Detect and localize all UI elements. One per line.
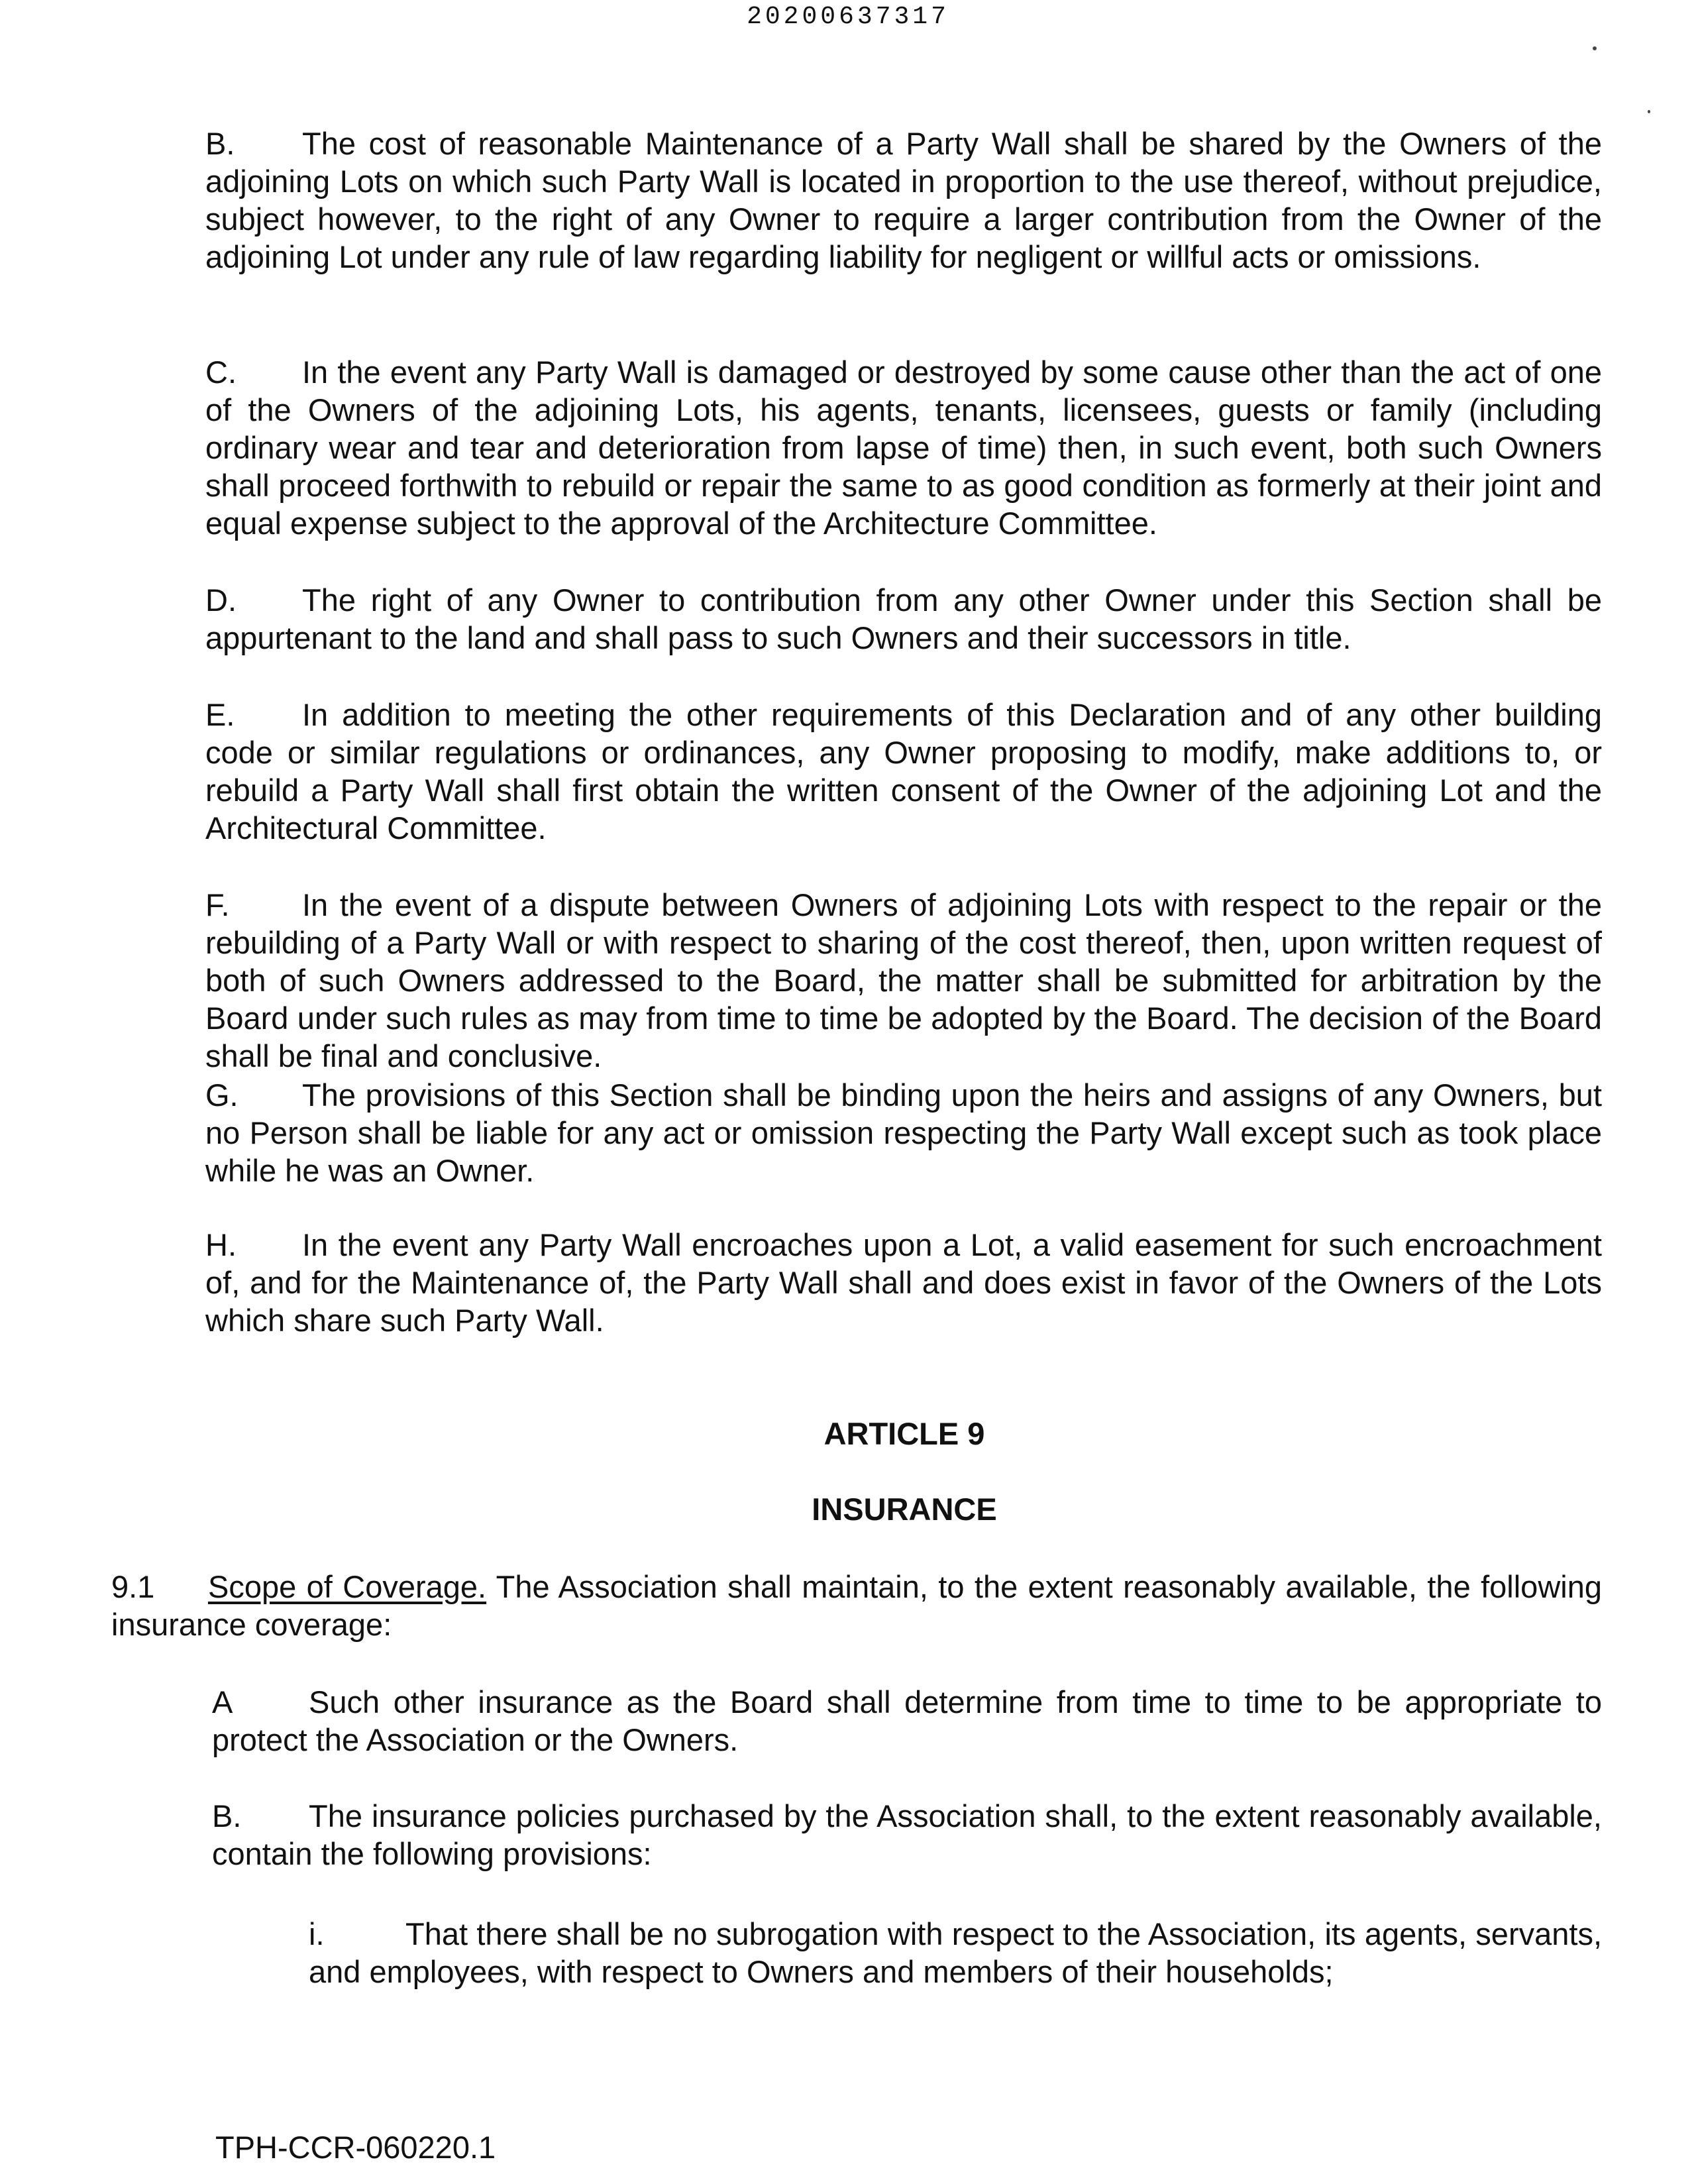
- recording-number: 20200637317: [747, 3, 949, 31]
- party-wall-item-e: [205, 696, 1602, 847]
- item-label: B.: [205, 126, 235, 161]
- item-text: The cost of reasonable Maintenance of a Party Wall shall be shared by the Owners of the adjoining Lots on which such Party Wall is located in proportion to the use thereof, without prejudice, subject however, to the right of any Owner to require a larger contribution from the Owner of the adjoining Lot under any rule of law regarding liability for negligent or willful acts or omissions.: [205, 126, 1602, 274]
- item-label: i.: [309, 1916, 325, 1951]
- party-wall-item-f: [205, 886, 1602, 1075]
- article-title: INSURANCE: [812, 1492, 997, 1527]
- item-text: In the event any Party Wall encroaches upon a Lot, a valid easement for such encroachment of, and for the Maintenance of, the Party Wall shall and does exist in favor of the Owners of the Lots which share such Party Wall.: [205, 1227, 1602, 1338]
- scan-speck: [1593, 46, 1597, 50]
- party-wall-item-c: [205, 353, 1602, 542]
- party-wall-item-g: [205, 1076, 1602, 1189]
- item-label: G.: [205, 1077, 238, 1113]
- insurance-item-a: [212, 1683, 1602, 1759]
- item-label: C.: [205, 355, 237, 390]
- item-label: E.: [205, 697, 235, 732]
- footer-doc-id: TPH-CCR-060220.1: [215, 2130, 496, 2165]
- party-wall-item-h: [205, 1226, 1602, 1339]
- insurance-subitem-i: [309, 1915, 1602, 1991]
- item-text: In the event of a dispute between Owners of adjoining Lots with respect to the repair or the rebuilding of a Party Wall or with respect to sharing of the cost thereof, then, upon written request of both of such Owners addressed to the Board, the matter shall be submitted for arbitration by the Board under such rules as may from time to time be adopted by the Board. The decision of the Board shall be final and conclusive.: [205, 887, 1602, 1073]
- item-label: F.: [205, 887, 230, 922]
- scan-speck: [1648, 110, 1650, 113]
- insurance-item-b: [212, 1797, 1602, 1873]
- article-number: ARTICLE 9: [823, 1416, 985, 1451]
- section-heading: Scope of Coverage.: [208, 1569, 487, 1604]
- item-text: The provisions of this Section shall be binding upon the heirs and assigns of any Owners, but no Person shall be liable for any act or omission respecting the Party Wall except such as took place while he was an Owner.: [205, 1077, 1602, 1188]
- item-label: H.: [205, 1227, 237, 1262]
- item-text: Such other insurance as the Board shall determine from time to time to be appropriate to protect the Association or the Owners.: [212, 1684, 1602, 1757]
- item-text: The insurance policies purchased by the Association shall, to the extent reasonably available, contain the following provisions:: [212, 1798, 1602, 1871]
- item-label: A: [212, 1684, 233, 1720]
- item-text: The right of any Owner to contribution from any other Owner under this Section shall be appurtenant to the land and shall pass to such Owners and their successors in title.: [205, 582, 1602, 655]
- section-text: The Association shall maintain, to the extent reasonably available, the following insurance coverage:: [111, 1569, 1602, 1642]
- section-9-1: [111, 1568, 1602, 1643]
- party-wall-item-d: [205, 581, 1602, 657]
- item-label: D.: [205, 582, 237, 618]
- item-text: In addition to meeting the other requirements of this Declaration and of any other building code or similar regulations or ordinances, any Owner proposing to modify, make additions to, or rebuild a Party Wall shall first obtain the written consent of the Owner of the adjoining Lot and the Architectural Committee.: [205, 697, 1602, 846]
- section-number: 9.1: [111, 1569, 155, 1604]
- item-label: B.: [212, 1798, 242, 1833]
- item-text: In the event any Party Wall is damaged or destroyed by some cause other than the act of one of the Owners of the adjoining Lots, his agents, tenants, licensees, guests or family (including ordinary wear and tear and deterioration from lapse of time) then, in such event, both such Owners shall proceed forthwith to rebuild or repair the same to as good condition as formerly at their joint and equal expense subject to the approval of the Architecture Committee.: [205, 355, 1602, 541]
- item-text: That there shall be no subrogation with respect to the Association, its agents, servants, and employees, with respect to Owners and members of their households;: [309, 1916, 1602, 1989]
- party-wall-item-b: [205, 125, 1602, 276]
